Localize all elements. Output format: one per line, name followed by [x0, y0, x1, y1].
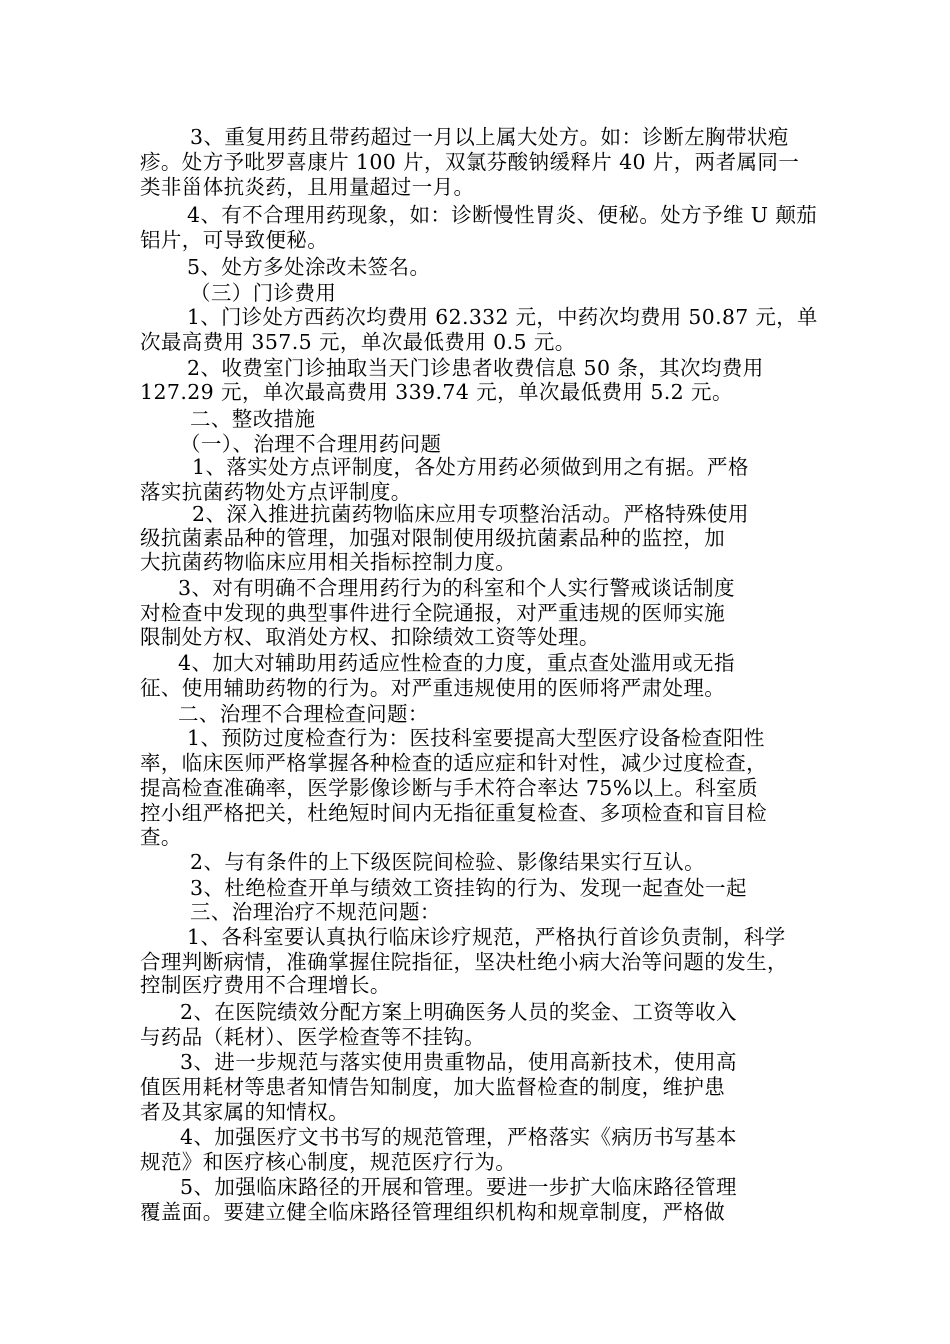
text-line: 4、有不合理用药现象，如：诊断慢性胃炎、便秘。处方予维 U 颠茄	[187, 203, 818, 227]
text-line: 大抗菌药物临床应用相关指标控制力度。	[140, 550, 517, 574]
section-heading: （三）门诊费用	[190, 281, 337, 305]
text-line: 查。	[140, 825, 182, 849]
text-line: 控制医疗费用不合理增长。	[140, 973, 391, 997]
text-line: 3、杜绝检查开单与绩效工资挂钩的行为、发现一起查处一起	[190, 876, 747, 900]
text-line: 类非甾体抗炎药，且用量超过一月。	[140, 175, 475, 199]
text-line: 对检查中发现的典型事件进行全院通报，对严重违规的医师实施	[140, 601, 726, 625]
text-line: 4、加强医疗文书书写的规范管理，严格落实《病历书写基本	[180, 1125, 737, 1149]
text-line: 3、重复用药且带药超过一月以上属大处方。如：诊断左胸带状疱	[190, 125, 789, 149]
text-line: 5、处方多处涂改未签名。	[187, 255, 431, 279]
text-line: 覆盖面。要建立健全临床路径管理组织机构和规章制度，严格做	[140, 1200, 726, 1224]
text-line: 提高检查准确率，医学影像诊断与手术符合率达 75%以上。科室质	[140, 776, 758, 800]
text-line: 1、各科室要认真执行临床诊疗规范，严格执行首诊负责制，科学	[187, 925, 786, 949]
text-line: 3、进一步规范与落实使用贵重物品，使用高新技术，使用高	[180, 1050, 737, 1074]
text-line: 铝片，可导致便秘。	[140, 228, 329, 252]
text-line: 5、加强临床路径的开展和管理。要进一步扩大临床路径管理	[180, 1175, 737, 1199]
section-heading: （一）、治理不合理用药问题	[180, 432, 442, 456]
text-line: 者及其家属的知情权。	[140, 1100, 349, 1124]
text-line: 4、加大对辅助用药适应性检查的力度，重点查处滥用或无指	[178, 651, 735, 675]
text-line: 1、预防过度检查行为：医技科室要提高大型医疗设备检查阳性	[187, 726, 765, 750]
text-line: 1、落实处方点评制度，各处方用药必须做到用之有据。严格	[192, 455, 749, 479]
text-line: 限制处方权、取消处方权、扣除绩效工资等处理。	[140, 625, 600, 649]
text-line: 2、深入推进抗菌药物临床应用专项整治活动。严格特殊使用	[192, 502, 749, 526]
section-heading: 二、整改措施	[190, 407, 316, 431]
section-heading: 三、治理治疗不规范问题：	[190, 900, 441, 924]
text-line: 合理判断病情，准确掌握住院指征，坚决杜绝小病大治等问题的发生，	[140, 950, 788, 974]
text-line: 疹。处方予吡罗喜康片 100 片，双氯芬酸钠缓释片 40 片，两者属同一	[140, 150, 800, 174]
text-line: 2、在医院绩效分配方案上明确医务人员的奖金、工资等收入	[180, 1000, 737, 1024]
text-line: 2、与有条件的上下级医院间检验、影像结果实行互认。	[190, 850, 706, 874]
text-line: 控小组严格把关，杜绝短时间内无指征重复检查、多项检查和盲目检	[140, 801, 767, 825]
text-line: 值医用耗材等患者知情告知制度，加大监督检查的制度，维护患	[140, 1075, 726, 1099]
text-line: 征、使用辅助药物的行为。对严重违规使用的医师将严肃处理。	[140, 676, 726, 700]
text-line: 3、对有明确不合理用药行为的科室和个人实行警戒谈话制度	[178, 576, 735, 600]
text-line: 1、门诊处方西药次均费用 62.332 元，中药次均费用 50.87 元，单	[187, 305, 818, 329]
text-line: 规范》和医疗核心制度，规范医疗行为。	[140, 1150, 517, 1174]
text-line: 落实抗菌药物处方点评制度。	[140, 480, 412, 504]
section-heading: 二、治理不合理检查问题：	[178, 702, 429, 726]
text-line: 2、收费室门诊抽取当天门诊患者收费信息 50 条，其次均费用	[187, 356, 764, 380]
text-line: 127.29 元，单次最高费用 339.74 元，单次最低费用 5.2 元。	[140, 380, 733, 404]
text-line: 次最高费用 357.5 元，单次最低费用 0.5 元。	[140, 330, 576, 354]
text-line: 级抗菌素品种的管理，加强对限制使用级抗菌素品种的监控，加	[140, 526, 726, 550]
text-line: 与药品（耗材）、医学检查等不挂钩。	[140, 1025, 486, 1049]
text-line: 率，临床医师严格掌握各种检查的适应症和针对性，减少过度检查，	[140, 751, 767, 775]
